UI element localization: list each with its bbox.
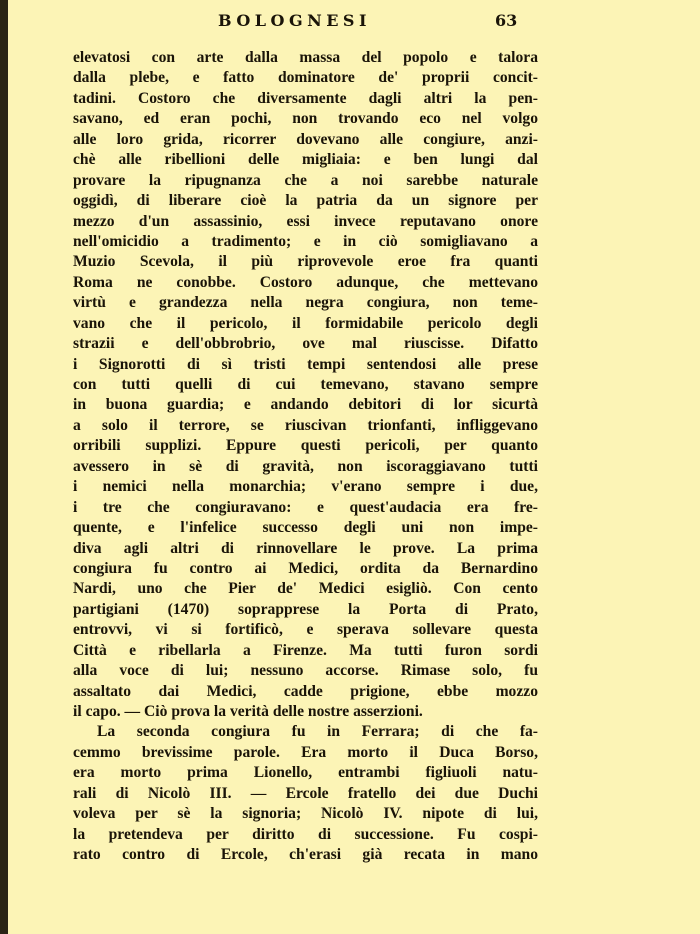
text-line: a solo il terrore, se riuscivan trionfanti, infliggevano	[73, 416, 538, 434]
text-line: il capo. — Ciò prova la verità delle nostre asserzioni.	[73, 703, 423, 720]
text-line: congiura fu contro ai Medici, ordita da Bernardino	[73, 559, 538, 577]
text-line: Nardi, uno che Pier de' Medici esigliò. Con cento	[73, 580, 538, 598]
text-line: Città e ribellarla a Firenze. Ma tutti furon sordi	[73, 641, 538, 659]
text-line: Roma ne conobbe. Costoro adunque, che mettevano	[73, 273, 538, 291]
text-line: i Signorotti di sì tristi tempi sentendosi alle prese	[73, 355, 538, 373]
text-line: orribili supplizi. Eppure questi pericoli, per quanto	[73, 437, 538, 455]
running-title: BOLOGNESI	[218, 11, 371, 30]
text-line: voleva per sè la signoria; Nicolò IV. nipote di lui,	[73, 805, 538, 823]
text-line: elevatosi con arte dalla massa del popolo e talora	[73, 49, 538, 66]
text-line: tadini. Costoro che diversamente dagli altri la pen-	[73, 89, 538, 107]
text-line: diva agli altri di rinnovellare le prove. La prima	[73, 539, 538, 557]
text-line: cemmo brevissime parole. Era morto il Duca Borso,	[73, 743, 538, 761]
text-line: chè alle ribellioni delle migliaia: e ben lungi dal	[73, 151, 538, 169]
text-line: quente, e l'infelice successo degli uni non impe-	[73, 519, 538, 537]
text-line: avessero in sè di gravità, non iscoraggiavano tutti	[73, 457, 538, 475]
text-line: mezzo d'un assassinio, essi invece reputavano onore	[73, 212, 538, 230]
text-line: nell'omicidio a tradimento; e in ciò somigliavano a	[73, 232, 538, 250]
running-head	[8, 11, 700, 35]
text-line: i nemici nella monarchia; v'erano sempre i due,	[73, 478, 538, 496]
text-line: Muzio Scevola, il più riprovevole eroe fra quanti	[73, 253, 538, 271]
text-line: oggidì, di liberare cioè la patria da un signore per	[73, 192, 538, 210]
text-line: virtù e grandezza nella negra congiura, non teme-	[73, 294, 538, 312]
text-line: rato contro di Ercole, ch'erasi già recata in mano	[73, 846, 538, 864]
text-line: savano, ed eran pochi, non trovando eco nel volgo	[73, 110, 538, 128]
text-line: i tre che congiuravano: e quest'audacia era fre-	[73, 498, 538, 516]
text-line: provare la ripugnanza che a noi sarebbe naturale	[73, 171, 538, 189]
text-line: alle loro grida, ricorrer dovevano alle congiure, anzi-	[73, 130, 538, 148]
page-number: 63	[495, 11, 518, 30]
text-line: dalla plebe, e fatto dominatore de' proprii concit-	[73, 69, 538, 87]
text-line: assaltato dai Medici, cadde prigione, ebbe mozzo	[73, 682, 538, 700]
text-line: partigiani (1470) soprappresе la Porta di Prato,	[73, 600, 538, 618]
text-line: entrovvi, vi si fortificò, e sperava sollevare questa	[73, 621, 538, 639]
text-line: con tutti quelli di cui temevano, stavano sempre	[73, 376, 538, 393]
text-line: era morto prima Lionello, entrambi figliuoli natu-	[73, 764, 538, 782]
text-line: strazii e dell'obbrobrio, ove mal riuscisse. Difatto	[73, 335, 538, 353]
text-line: alla voce di lui; nessuno accorse. Rimase solo, fu	[73, 662, 538, 680]
text-line: La seconda congiura fu in Ferrara; di che fa-	[97, 723, 538, 741]
text-line: rali di Nicolò III. — Ercole fratello dei due Duchi	[73, 784, 538, 802]
text-line: in buona guardia; e andando debitori di lor sicurtà	[73, 396, 538, 414]
text-line: la pretendeva per diritto di successione. Fu cospi-	[73, 825, 538, 843]
body-text	[73, 48, 538, 866]
text-line: vano che il pericolo, il formidabile pericolo degli	[73, 314, 538, 332]
